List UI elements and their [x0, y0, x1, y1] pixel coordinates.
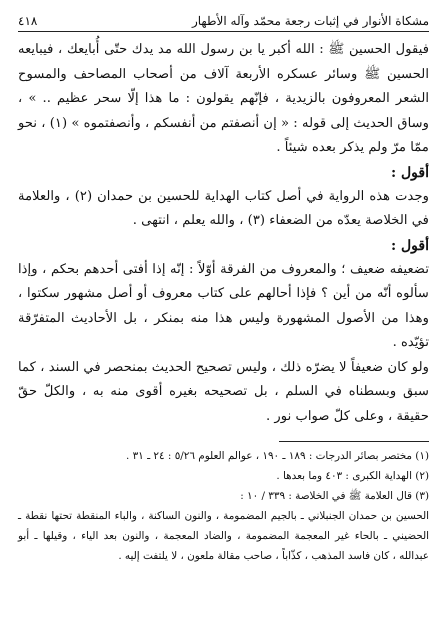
heading-aqul-2: أقول : — [390, 237, 429, 254]
running-title: مشكاة الأنوار في إثبات رجعة محمّد وآله الأطهار — [191, 14, 429, 28]
footnote-1: (١) مختصر بصائر الدرجات : ١٨٩ ـ ١٩٠ ، عوالم العلوم ٥/٢٦ : ٢٤ ـ ٣١ . — [125, 450, 429, 462]
footnote-3: (٣) قال العلامة ﷺ في الخلاصة : ٣٣٩ / ١٠ : — [240, 490, 429, 502]
heading-aqul-1: أقول : — [390, 164, 429, 181]
paragraph-weakness: تضعيفه ضعيف ؛ والمعروف من الفرقة أوّلاً : إنّه إذا أفتى أحدهم بحكم ، وإذا سألوه أنّه من أين ؟ فإذا أحالهم على كتاب معروف أو أصل مشهور سكتوا ، وهذا من الأصول المشهورة وليس هذا منه بمنكر ، بل الأحاديث المتفرّقة تؤيّده . — [18, 261, 429, 350]
paragraph-source: وجدت هذه الرواية في أصل كتاب الهداية للحسين بن حمدان (٢) ، والعلامة في الخلاصة يعدّه من الضعفاء (٣) ، والله يعلم ، انتهى . — [18, 188, 430, 228]
footnotes — [18, 446, 429, 566]
footnote-2: (٢) الهداية الكبرى : ٤٠٣ وما بعدها . — [276, 470, 429, 482]
footnote-3-quote: الحسين بن حمدان الجنبلاني ـ بالجيم المضمومة ، والنون الساكنة ، والباء المنقطة تحتها نقطة ـ الحضيني ـ بالحاء غير المعجمة المضمومة ، والضاد المعجمة ، والنون بعد الياء ، وقيلها ـ أبو عبدالله ، كان فاسد المذهب ، كذّاباً ، صاحب مقالة ملعون ، لا يلتفت إليه . — [18, 510, 429, 562]
paragraph-conclusion: ولو كان ضعيفاً لا يضرّه ذلك ، وليس تصحيح الحديث بمنحصر في السند ، كما سبق وبسطناه في السلم ، بل تصحيحه بغيره أقوى منه به ، والكلّ حقّ حقيقة ، وعلى كلّ صواب نور . — [18, 359, 429, 424]
page-number: ٤١٨ — [18, 14, 38, 28]
footnote-separator — [279, 441, 429, 442]
paragraph-narration: فيقول الحسين ﷺ : الله أكبر يا بن رسول الله مد يدك حتّى أُبايعك ، فيبايعه الحسين ﷺ وسائر عسكره الأربعة آلاف من أصحاب المصاحف والمسوح الشعر المعروفون بالزيدية ، فإنّهم يقولون : ما هذا إلّا سحر عظيم .. » ، وساق الحديث إلى قوله : « إن أنصفتم من أنفسكم ، وأنصفتموه » (١) ، نحو ممّا مرّ ولم يذكر بعده شيئاً . — [18, 42, 430, 155]
main-text — [18, 38, 429, 429]
running-header — [18, 14, 429, 32]
